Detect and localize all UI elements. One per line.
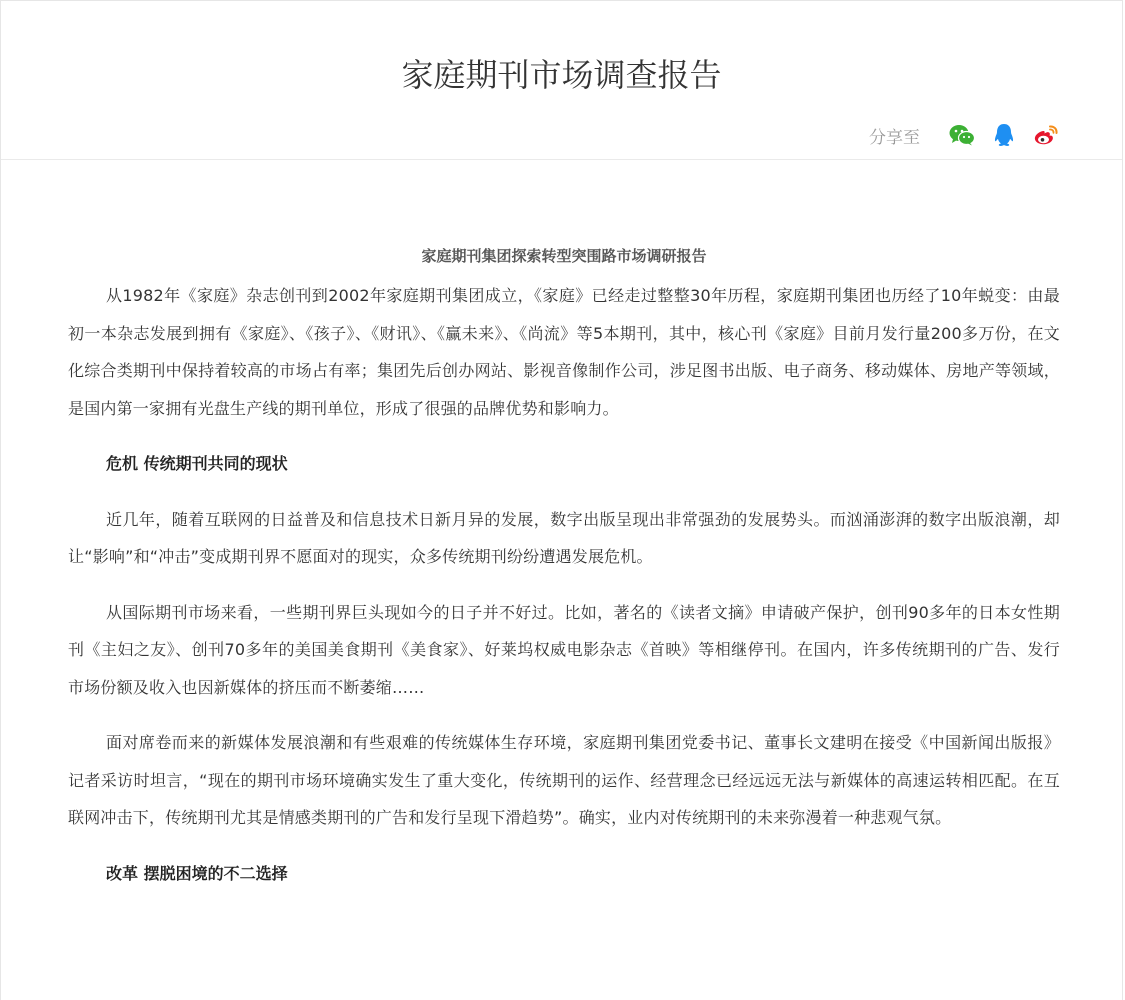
wechat-icon[interactable] [948, 121, 976, 149]
spacer [68, 427, 1060, 445]
paragraph-3: 从国际期刊市场来看，一些期刊界巨头现如今的日子并不好过。比如，著名的《读者文摘》申请破产保护，创刊90多年的日本女性期刊《主妇之友》、创刊70多年的美国美食期刊《美食家》、好莱坞权威电影杂志《首映》等相继停刊。在国内，许多传统期刊的广告、发行市场份额及收入也因新媒体的挤压而不断萎缩…… [68, 602, 1060, 697]
section-heading-reform: 改革 摆脱困境的不二选择 [106, 863, 288, 883]
paragraph-4: 面对席卷而来的新媒体发展浪潮和有些艰难的传统媒体生存环境，家庭期刊集团党委书记、董事长文建明在接受《中国新闻出版报》记者采访时坦言，“现在的期刊市场环境确实发生了重大变化，传统期刊的运作、经营理念已经远远无法与新媒体的高速运转相匹配。在互联网冲击下，传统期刊尤其是情感类期刊的广告和发行呈现下滑趋势”。确实，业内对传统期刊的未来弥漫着一种悲观气氛。 [68, 733, 1060, 827]
spacer [68, 706, 1060, 724]
weibo-icon[interactable] [1032, 121, 1060, 149]
spacer [68, 576, 1060, 594]
page-title: 家庭期刊市场调查报告 [401, 56, 722, 94]
paragraph-2: 近几年，随着互联网的日益普及和信息技术日新月异的发展，数字出版呈现出非常强劲的发展势头。而汹涌澎湃的数字出版浪潮，却让“影响”和“冲击”变成期刊界不愿面对的现实，众多传统期刊纷纷遭遇发展危机。 [68, 509, 1060, 566]
page-header [1, 1, 1122, 160]
article-body [68, 241, 1060, 892]
spacer [68, 483, 1060, 501]
spacer [68, 837, 1060, 855]
share-label: 分享至 [869, 127, 920, 148]
article-title: 家庭期刊集团探索转型突围路市场调研报告 [421, 247, 707, 265]
share-bar [869, 119, 1060, 151]
qq-icon[interactable] [990, 121, 1018, 149]
paragraph-1: 从1982年《家庭》杂志创刊到2002年家庭期刊集团成立，《家庭》已经走过整整30年历程，家庭期刊集团也历经了10年蜕变：由最初一本杂志发展到拥有《家庭》、《孩子》、《财讯》、《赢未来》、《尚流》等5本期刊，其中，核心刊《家庭》目前月发行量200多万份，在文化综合类期刊中保持着较高的市场占有率；集团先后创办网站、影视音像制作公司，涉足图书出版、电子商务、移动媒体、房地产等领域，是国内第一家拥有光盘生产线的期刊单位，形成了很强的品牌优势和影响力。 [68, 286, 1060, 418]
section-heading-crisis: 危机 传统期刊共同的现状 [106, 454, 288, 473]
